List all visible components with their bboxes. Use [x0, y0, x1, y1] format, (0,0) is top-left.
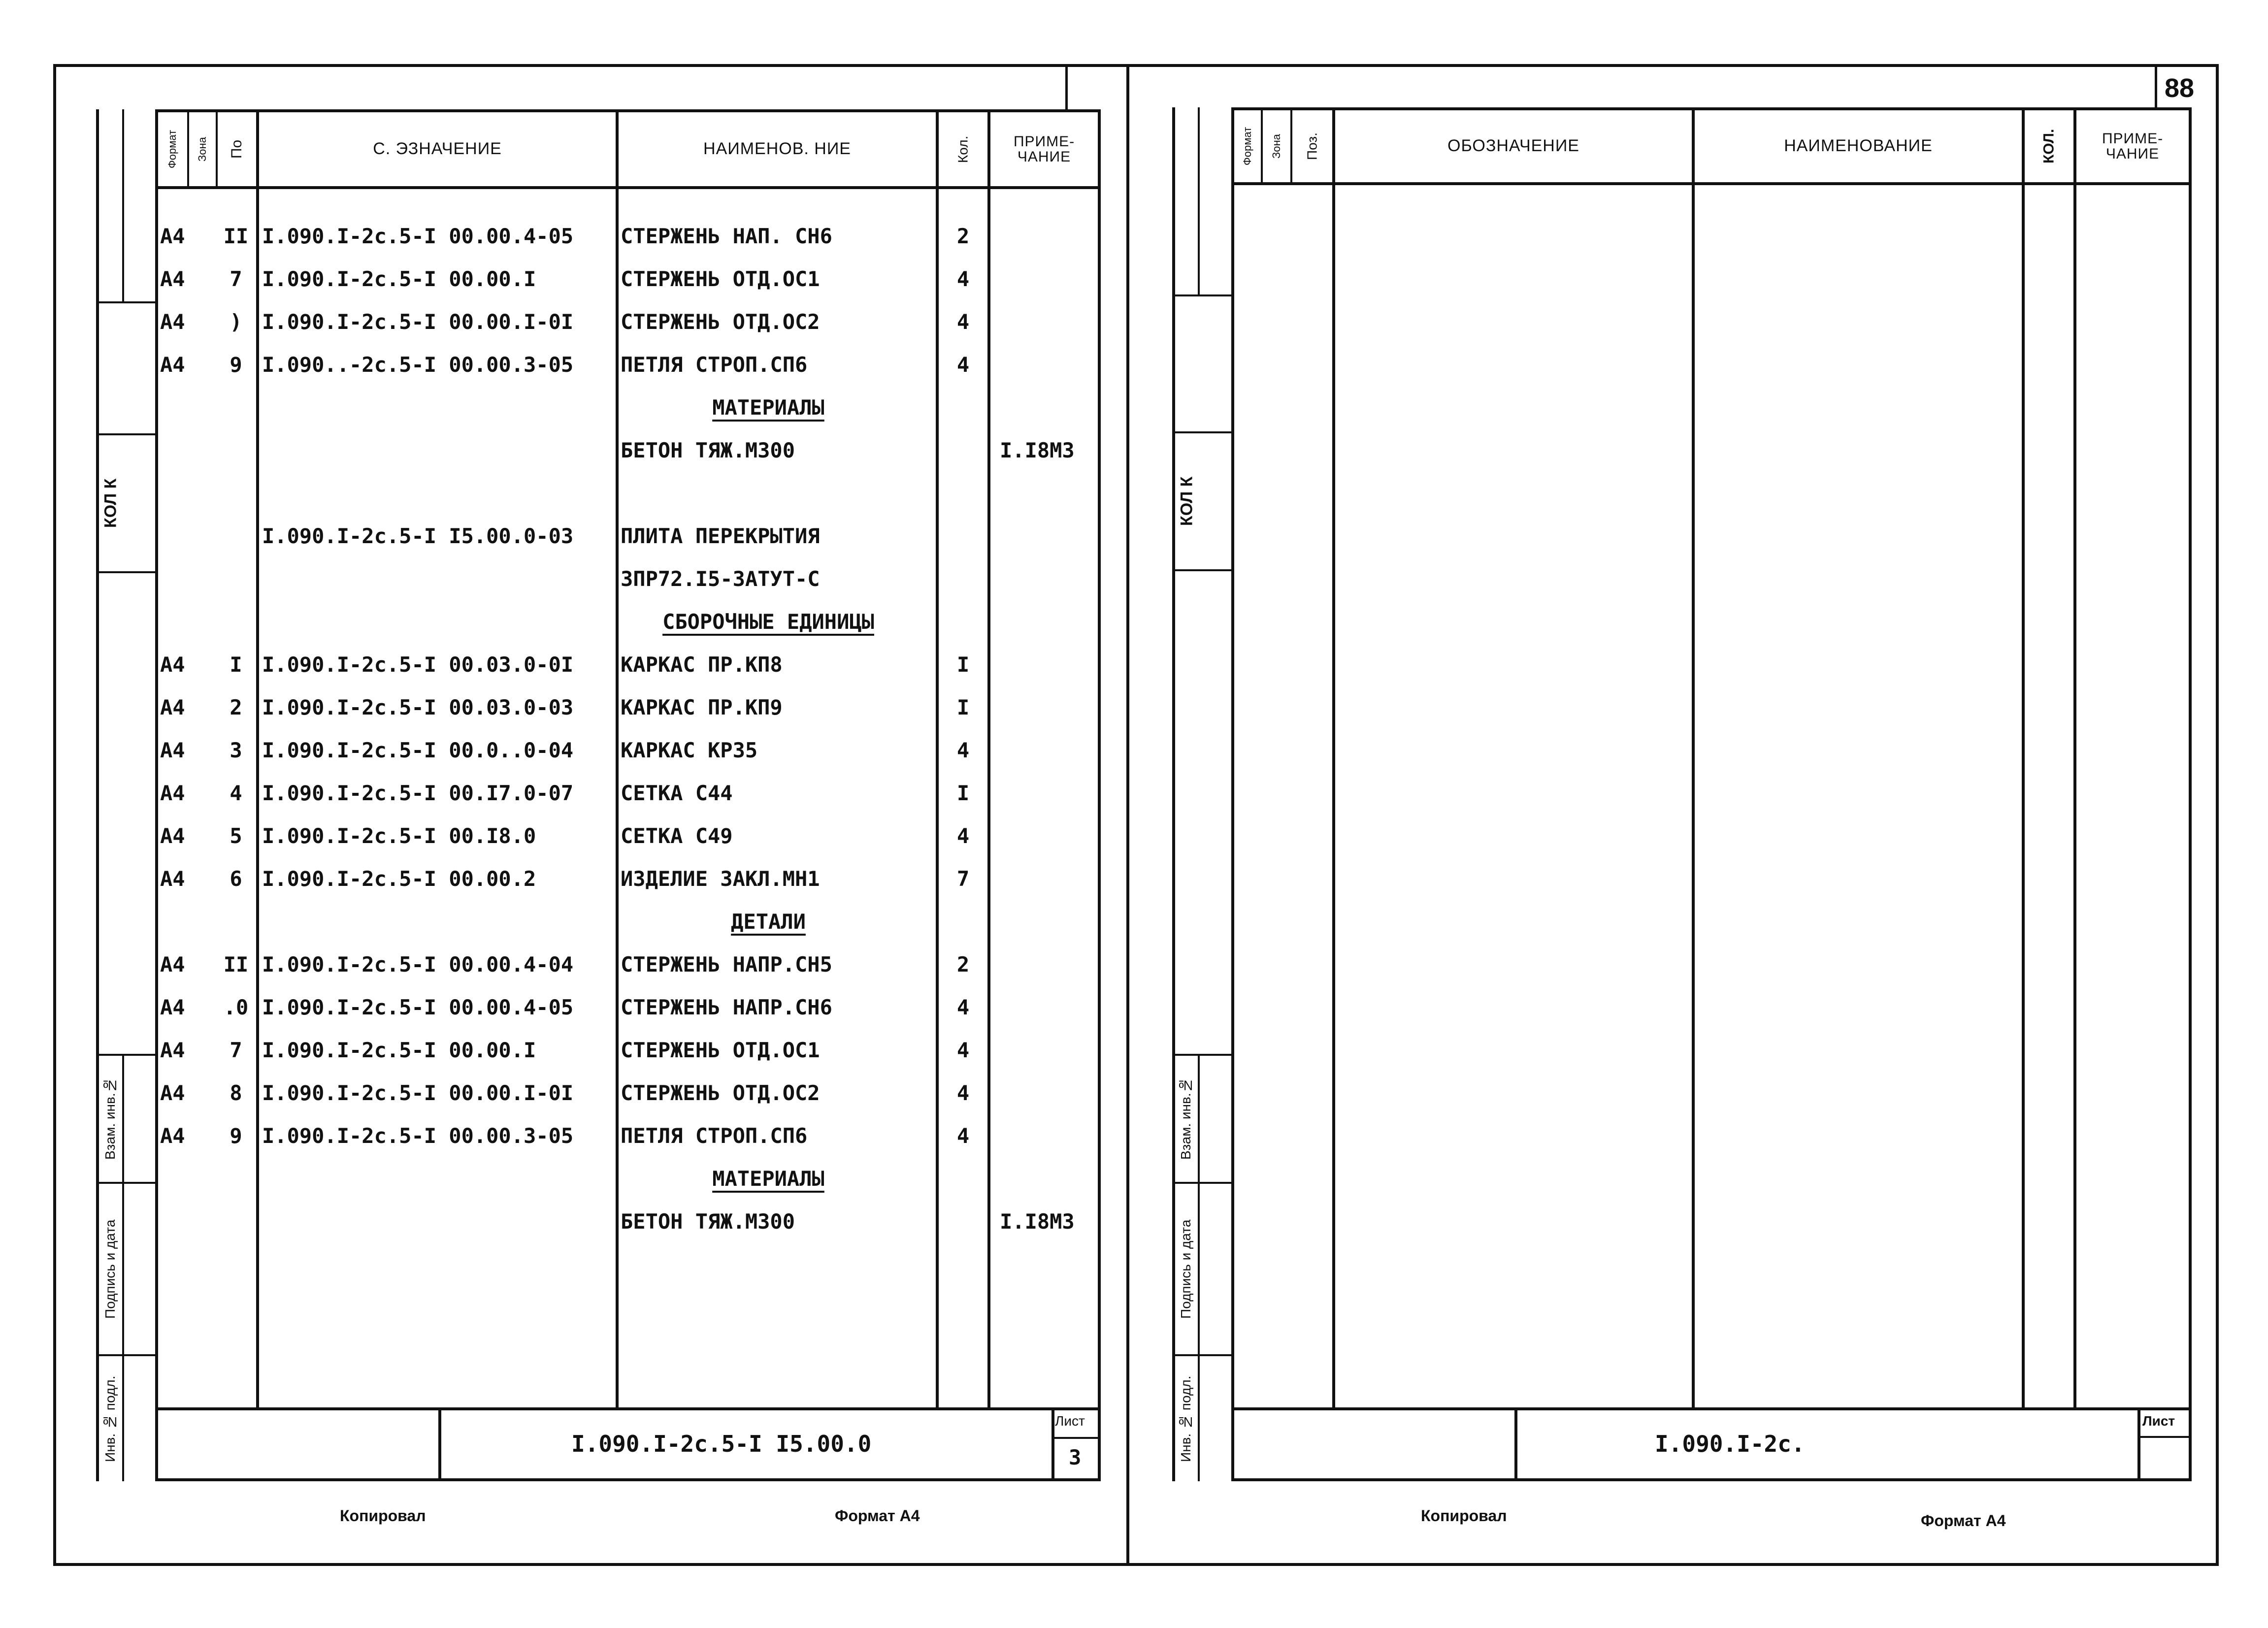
- row-qty: 4: [956, 1038, 970, 1062]
- header-name: НАИМЕНОВ. НИЕ: [703, 139, 851, 159]
- row-name: СЕТКА С44: [621, 781, 733, 805]
- row-qty: [939, 386, 987, 429]
- row-name: СЕТКА С49: [621, 824, 733, 848]
- row-pos: 2: [230, 695, 242, 719]
- format-label-right: Формат А4: [1921, 1512, 2006, 1530]
- stamp-label-replace: Взам. инв.№: [102, 1077, 118, 1160]
- sheet-label-right: Лист: [2142, 1413, 2175, 1429]
- header-designation: С. ЭЗНАЧЕНИЕ: [373, 139, 502, 159]
- copied-label-right: Копировал: [1421, 1507, 1507, 1525]
- header-designation-right: ОБОЗНАЧЕНИЕ: [1447, 136, 1579, 156]
- row-fmt: А4: [160, 1038, 185, 1062]
- row-pos: 5: [230, 824, 242, 848]
- row-fmt: А4: [160, 867, 185, 891]
- row-note: I.I8М3: [1000, 1209, 1075, 1234]
- stamp-label-inventory: Инв. № подл.: [102, 1375, 118, 1462]
- row-name: СБОРОЧНЫЕ ЕДИНИЦЫ: [662, 610, 874, 634]
- row-name: ДЕТАЛИ: [731, 910, 806, 934]
- row-des: I.090..-2с.5-I 00.00.3-05: [262, 353, 574, 377]
- row-name: СТЕРЖЕНЬ НАПР.СН6: [621, 995, 832, 1019]
- row-name: СТЕРЖЕНЬ ОТД.ОС1: [621, 267, 820, 291]
- copied-label: Копировал: [340, 1507, 426, 1525]
- row-des: I.090.I-2с.5-I 00.00.I-0I: [262, 310, 574, 334]
- row-fmt: А4: [160, 267, 185, 291]
- row-pos: [219, 386, 253, 429]
- row-fmt: А4: [160, 1124, 185, 1148]
- header-pos-right: Поз.: [1304, 132, 1320, 160]
- row-qty: I: [956, 781, 970, 805]
- row-des: I.090.I-2с.5-I 00.00.4-05: [262, 224, 574, 248]
- row-name: СТЕРЖЕНЬ ОТД.ОС1: [621, 1038, 820, 1062]
- row-pos: 8: [230, 1081, 242, 1105]
- row-des: I.090.I-2с.5-I I5.00.0-03: [262, 524, 574, 548]
- row-pos: .0: [223, 995, 249, 1019]
- row-fmt: А4: [160, 310, 185, 334]
- row-qty: 4: [956, 353, 970, 377]
- row-pos: I: [230, 652, 242, 677]
- row-pos: [219, 900, 253, 943]
- row-pos: [219, 1157, 253, 1200]
- row-pos: [219, 515, 253, 557]
- title-block-code-right: I.090.I-2с.: [1655, 1431, 1805, 1457]
- sheet-number: 3: [1069, 1445, 1082, 1469]
- row-pos: ): [230, 310, 242, 334]
- header-name-right: НАИМЕНОВАНИЕ: [1784, 136, 1933, 156]
- row-qty: 4: [956, 1124, 970, 1148]
- row-name: БЕТОН ТЯЖ.М300: [621, 438, 795, 462]
- header-note: ПРИМЕ- ЧАНИЕ: [1013, 133, 1075, 165]
- row-qty: 7: [956, 867, 970, 891]
- row-pos: [219, 472, 253, 515]
- row-des: I.090.I-2с.5-I 00.00.4-05: [262, 995, 574, 1019]
- row-pos: 9: [230, 353, 242, 377]
- side-label: КОЛ К: [101, 478, 120, 528]
- row-des: I.090.I-2с.5-I 00.I7.0-07: [262, 781, 574, 805]
- row-qty: [939, 429, 987, 472]
- row-pos: 7: [230, 1038, 242, 1062]
- row-fmt: А4: [160, 353, 185, 377]
- row-qty: I: [956, 695, 970, 719]
- header-qty-right: КОЛ.: [2040, 129, 2057, 164]
- row-name: ПЛИТА ПЕРЕКРЫТИЯ: [621, 524, 820, 548]
- row-pos: 3: [230, 738, 242, 762]
- row-qty: 2: [956, 952, 970, 977]
- row-des: I.090.I-2с.5-I 00.00.I: [262, 267, 536, 291]
- row-pos: 7: [230, 267, 242, 291]
- header-zone: Зона: [196, 137, 208, 162]
- row-des: I.090.I-2с.5-I 00.00.4-04: [262, 952, 574, 977]
- row-pos: [219, 429, 253, 472]
- row-fmt: А4: [160, 738, 185, 762]
- row-fmt: А4: [160, 995, 185, 1019]
- row-name: ПЕТЛЯ СТРОП.СП6: [621, 353, 808, 377]
- format-label: Формат А4: [835, 1507, 920, 1525]
- row-fmt: А4: [160, 952, 185, 977]
- row-pos: [219, 1200, 253, 1243]
- row-des: I.090.I-2с.5-I 00.03.0-03: [262, 695, 574, 719]
- row-fmt: А4: [160, 824, 185, 848]
- row-qty: 2: [956, 224, 970, 248]
- row-name: КАРКАС КР35: [621, 738, 758, 762]
- row-name: СТЕРЖЕНЬ НАПР.СН5: [621, 952, 832, 977]
- row-qty: 4: [956, 1081, 970, 1105]
- row-des: I.090.I-2с.5-I 00.03.0-0I: [262, 652, 574, 677]
- row-qty: 4: [956, 995, 970, 1019]
- row-name: ИЗДЕЛИЕ ЗАКЛ.МН1: [621, 867, 820, 891]
- row-des: I.090.I-2с.5-I 00.I8.0: [262, 824, 536, 848]
- row-qty: 4: [956, 267, 970, 291]
- row-qty: 4: [956, 824, 970, 848]
- row-des: I.090.I-2с.5-I 00.00.I-0I: [262, 1081, 574, 1105]
- row-pos: [219, 557, 253, 600]
- row-pos: 9: [230, 1124, 242, 1148]
- row-des: I.090.I-2с.5-I 00.0..0-04: [262, 738, 574, 762]
- row-fmt: А4: [160, 224, 185, 248]
- row-qty: 4: [956, 738, 970, 762]
- stamp-label-signature: Подпись и дата: [102, 1219, 118, 1319]
- side-label-right: КОЛ К: [1177, 476, 1196, 526]
- row-qty: [939, 1157, 987, 1200]
- header-format: Формат: [166, 130, 178, 169]
- stamp-label-signature-right: Подпись и дата: [1178, 1219, 1193, 1319]
- row-qty: I: [956, 652, 970, 677]
- stamp-label-inventory-right: Инв. № подл.: [1178, 1375, 1193, 1462]
- row-fmt: А4: [160, 695, 185, 719]
- row-qty: [939, 472, 987, 515]
- row-pos: II: [223, 224, 249, 248]
- header-pos: По: [229, 139, 245, 159]
- row-fmt: А4: [160, 652, 185, 677]
- row-pos: 6: [230, 867, 242, 891]
- row-name: ПЕТЛЯ СТРОП.СП6: [621, 1124, 808, 1148]
- row-name: 3ПР72.I5-ЗАТУТ-С: [621, 567, 820, 591]
- row-qty: 4: [956, 310, 970, 334]
- stamp-label-replace-right: Взам. инв.№: [1178, 1077, 1193, 1160]
- header-format-right: Формат: [1241, 127, 1253, 166]
- row-qty: [939, 557, 987, 600]
- row-des: I.090.I-2с.5-I 00.00.3-05: [262, 1124, 574, 1148]
- row-qty: [939, 900, 987, 943]
- sheet-label: Лист: [1055, 1413, 1085, 1429]
- row-name: КАРКАС ПР.КП8: [621, 652, 783, 677]
- row-name: СТЕРЖЕНЬ ОТД.ОС2: [621, 310, 820, 334]
- row-name: МАТЕРИАЛЫ: [712, 395, 824, 420]
- row-qty: [939, 1200, 987, 1243]
- row-name: СТЕРЖЕНЬ НАП. СН6: [621, 224, 832, 248]
- page-number: 88: [2165, 73, 2195, 103]
- row-note: I.I8М3: [1000, 438, 1075, 462]
- row-pos: II: [223, 952, 249, 977]
- row-fmt: А4: [160, 781, 185, 805]
- row-qty: [939, 515, 987, 557]
- title-block-code: I.090.I-2с.5-I I5.00.0: [571, 1431, 872, 1457]
- header-note-right: ПРИМЕ- ЧАНИЕ: [2102, 130, 2164, 162]
- row-pos: [219, 600, 253, 643]
- row-fmt: А4: [160, 1081, 185, 1105]
- row-des: I.090.I-2с.5-I 00.00.2: [262, 867, 536, 891]
- row-pos: 4: [230, 781, 242, 805]
- row-qty: [939, 600, 987, 643]
- header-qty: Кол.: [955, 135, 971, 163]
- row-name: МАТЕРИАЛЫ: [712, 1167, 824, 1191]
- row-name: КАРКАС ПР.КП9: [621, 695, 783, 719]
- row-name: БЕТОН ТЯЖ.М300: [621, 1209, 795, 1234]
- row-name: СТЕРЖЕНЬ ОТД.ОС2: [621, 1081, 820, 1105]
- row-des: I.090.I-2с.5-I 00.00.I: [262, 1038, 536, 1062]
- header-zone-right: Зона: [1270, 134, 1282, 159]
